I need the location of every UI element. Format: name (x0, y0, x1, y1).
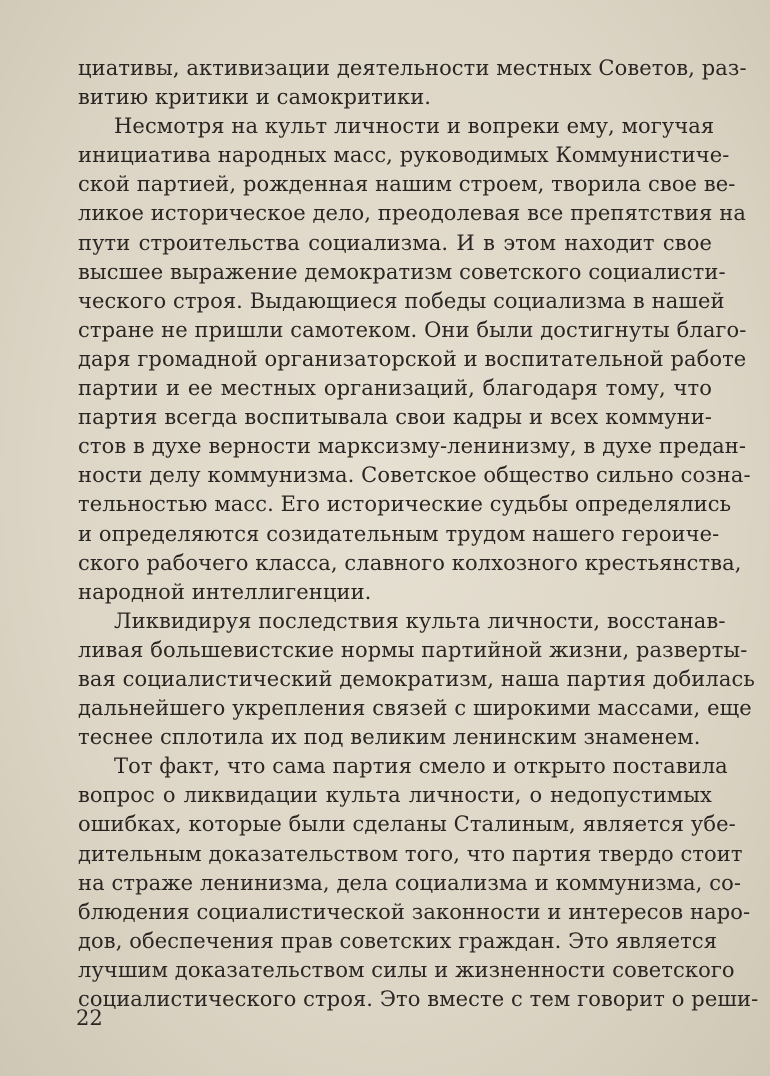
text-line: партия всегда воспитывала свои кадры и всех коммуни- (78, 405, 712, 430)
text-line: социалистического строя. Это вместе с тем говорит о реши- (78, 987, 759, 1011)
text-line: ского рабочего класса, славного колхозного крестьянства, (78, 550, 742, 575)
text-line: стране не пришли самотеком. Они были достигнуты благо- (78, 317, 747, 342)
text-line: даря громадной организаторской и воспитательной работе (78, 346, 747, 371)
text-line: ности делу коммунизма. Советское общество сильно созна- (78, 463, 751, 488)
text-line: Несмотря на культ личности и вопреки ему, могучая (114, 114, 715, 139)
text-line: партии и ее местных организаций, благодаря тому, что (78, 376, 712, 401)
text-line: пути строительства социализма. И в этом находит свое (78, 230, 712, 255)
text-line: дальнейшего укрепления связей с широкими массами, еще (78, 696, 752, 721)
text-line: на страже ленинизма, дела социализма и коммунизма, со- (78, 870, 742, 895)
body-text (78, 54, 759, 1014)
text-line: дов, обеспечения прав советских граждан. Это является (78, 928, 718, 953)
text-line: теснее сплотила их под великим ленинским знаменем. (78, 725, 701, 750)
text-line: ской партией, рожденная нашим строем, творила свое ве- (78, 172, 736, 197)
text-line: высшее выражение демократизм советского социалисти- (78, 259, 726, 284)
text-line: дительным доказательством того, что партия твердо стоит (78, 841, 743, 866)
text-line: Ликвидируя последствия культа личности, восстанав- (114, 608, 726, 633)
text-line: циативы, активизации деятельности местных Советов, раз- (78, 56, 747, 80)
text-line: инициатива народных масс, руководимых Коммунистиче- (78, 143, 730, 168)
text-line: ливая большевистские нормы партийной жизни, разверты- (78, 637, 748, 662)
text-line: и определяются созидательным трудом нашего героиче- (78, 521, 720, 546)
text-line: ческого строя. Выдающиеся победы социализма в нашей (78, 288, 725, 313)
text-line: ошибках, которые были сделаны Сталиным, является убе- (78, 812, 736, 837)
text-line: вая социалистический демократизм, наша партия добилась (78, 666, 755, 691)
text-line: блюдения социалистической законности и интересов наро- (78, 899, 751, 924)
text-line: стов в духе верности марксизму-ленинизму, в духе предан- (78, 434, 747, 459)
text-line: ликое историческое дело, преодолевая все препятствия на (78, 201, 746, 226)
text-line: лучшим доказательством силы и жизненности советского (78, 957, 735, 982)
text-line: Тот факт, что сама партия смело и открыто поставила (114, 754, 728, 779)
text-line: народной интеллигенции. (78, 579, 372, 604)
text-line: вопрос о ликвидации культа личности, о недопустимых (78, 783, 712, 808)
page-number: 22 (76, 1006, 103, 1030)
text-line: тельностью масс. Его исторические судьбы определялись (78, 492, 732, 517)
text-line: витию критики и самокритики. (78, 85, 432, 110)
